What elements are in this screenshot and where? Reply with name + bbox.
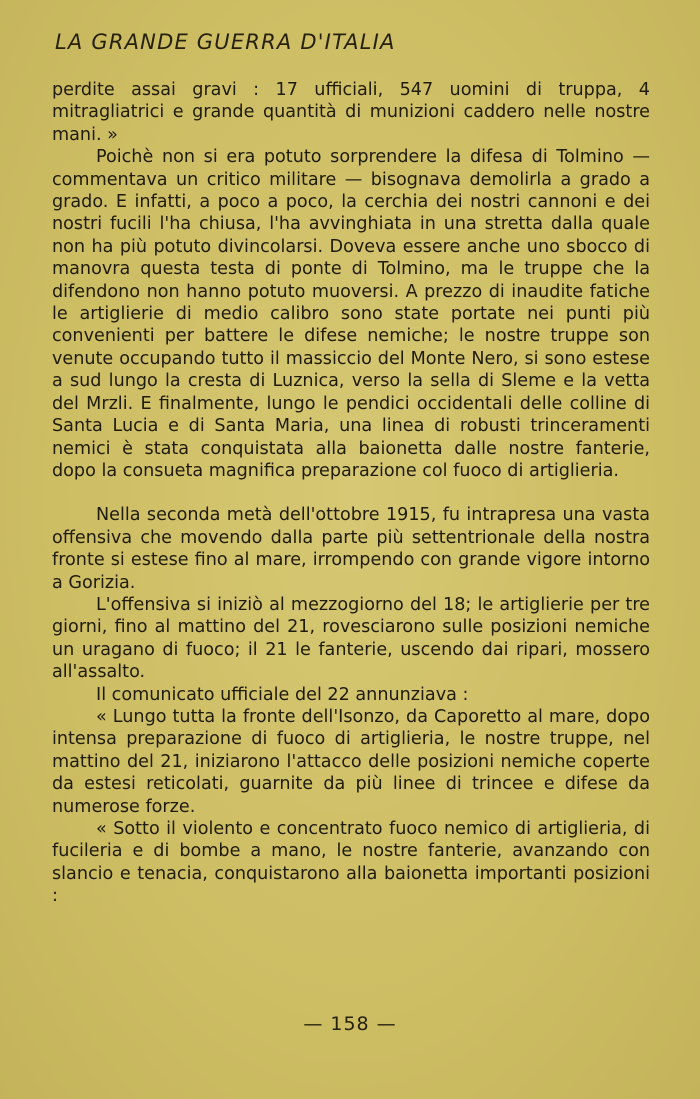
page-number: — 158 — <box>303 1013 397 1035</box>
paragraph-continuation: perdite assai gravi : 17 ufficiali, 547 uomini di truppa, 4 mitragliatrici e grande quantità di munizioni caddero nelle nostre mani. » <box>52 80 650 145</box>
paragraph-offensive-start: L'offensiva si iniziò al mezzogiorno del 18; le artiglierie per tre giorni, fino al mattino del 21, rovesciarono sulle posizioni nemiche un uragano di fuoco; il 21 le fanterie, uscendo dai ripari, mossero all'assalto. <box>52 594 650 683</box>
paragraph-october-offensive: Nella seconda metà dell'ottobre 1915, fu intrapresa una vasta offensiva che movendo dalla parte più settentrionale della nostra fronte si estese fino al mare, irrompendo con grande vigore intorno a Gorizia. <box>52 505 650 593</box>
paragraph-communique-intro: Il comunicato ufficiale del 22 annunziava : <box>96 684 469 705</box>
paragraph-communique-quote-1: « Lungo tutta la fronte dell'Isonzo, da Caporetto al mare, dopo intensa preparazione di fuoco di artiglieria, le nostre truppe, nel mattino del 21, iniziarono l'attacco delle posizioni nemiche coperte da estesi reticolati, guarnite da più linee di trincee e difese da numerose forze. <box>52 706 650 817</box>
running-title: LA GRANDE GUERRA D'ITALIA <box>55 30 396 54</box>
paragraph-tolmino-commentary: Poichè non si era potuto sorprendere la difesa di Tolmino — commentava un critico militare — bisognava demolirla a grado a grado. E infatti, a poco a poco, la cerchia dei nostri cannoni e dei nostri fucili l'ha chiusa, l'ha avvinghiata in una stretta dalla quale non ha più potuto divincolarsi. Doveva essere anche uno sbocco di manovra questa testa di ponte di Tolmino, ma le truppe che la difendono non hanno potuto muoversi. A prezzo di inaudite fatiche le artiglierie di medio calibro sono state portate nei punti più convenienti per battere le difese nemiche; le nostre truppe son venute occupando tutto il massiccio del Monte Nero, si sono estese a sud lungo la cresta di Luznica, verso la sella di Sleme e la vetta del Mrzli. E finalmente, lungo le pendici occidentali delle colline di Santa Lucia e di Santa Maria, una linea di robusti trinceramenti nemici è stata conquistata alla baionetta dalle nostre fanterie, dopo la consueta magnifica preparazione col fuoco di artiglieria. <box>52 147 650 481</box>
body-text <box>52 79 650 908</box>
paragraph-communique-quote-2: « Sotto il violento e concentrato fuoco nemico di artiglieria, di fucileria e di bombe a mano, le nostre fanterie, avanzando con slancio e tenacia, conquistarono alla baionetta importanti posizioni : <box>52 819 650 907</box>
